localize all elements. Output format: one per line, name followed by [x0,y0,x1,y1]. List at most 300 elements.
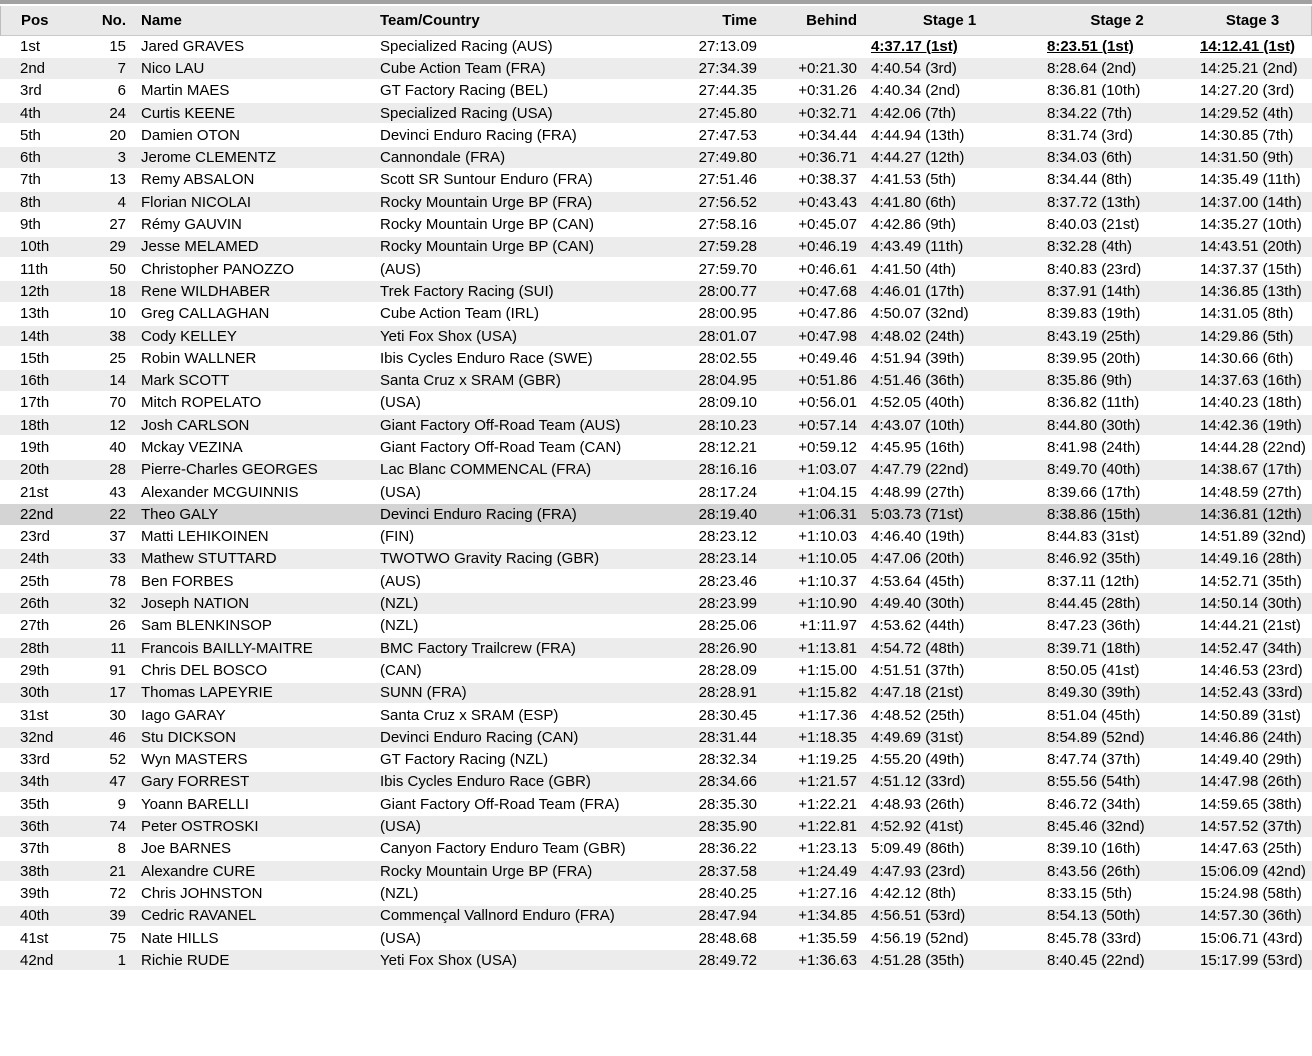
cell-behind: +0:57.14 [760,415,860,437]
cell-stage3: 14:36.85 (13th) [1195,281,1312,303]
cell-time: 28:28.09 [660,660,760,682]
cell-time: 28:01.07 [660,326,760,348]
cell-stage3: 14:29.52 (4th) [1195,103,1312,125]
cell-stage3: 15:17.99 (53rd) [1195,950,1312,972]
cell-pos: 20th [0,460,75,482]
cell-stage2: 8:36.81 (10th) [1040,81,1195,103]
cell-stage3: 14:37.00 (14th) [1195,192,1312,214]
table-top-border [0,0,1312,4]
cell-name: Chris DEL BOSCO [132,660,375,682]
table-row [0,147,1312,169]
column-header-name: Name [132,6,375,36]
cell-name: Peter OSTROSKI [132,816,375,838]
cell-name: Alexandre CURE [132,861,375,883]
cell-stage1: 4:50.07 (32nd) [860,304,1040,326]
cell-behind: +1:22.81 [760,816,860,838]
cell-stage1: 4:43.49 (11th) [860,237,1040,259]
cell-stage1: 4:47.06 (20th) [860,549,1040,571]
table-row [0,549,1312,571]
cell-no: 22 [75,504,132,526]
table-row [0,326,1312,348]
cell-behind: +0:46.61 [760,259,860,281]
cell-stage2: 8:46.72 (34th) [1040,794,1195,816]
cell-name: Martin MAES [132,81,375,103]
cell-team-country: Cube Action Team (FRA) [375,58,660,80]
cell-stage2: 8:40.83 (23rd) [1040,259,1195,281]
cell-behind: +1:10.90 [760,593,860,615]
cell-no: 25 [75,348,132,370]
cell-behind: +0:56.01 [760,393,860,415]
cell-time: 27:13.09 [660,36,760,58]
cell-stage1: 4:47.79 (22nd) [860,460,1040,482]
table-row [0,103,1312,125]
cell-time: 28:30.45 [660,705,760,727]
cell-stage2: 8:36.82 (11th) [1040,393,1195,415]
cell-team-country: (USA) [375,482,660,504]
cell-stage3: 14:44.21 (21st) [1195,616,1312,638]
cell-pos: 31st [0,705,75,727]
cell-time: 27:34.39 [660,58,760,80]
cell-team-country: (NZL) [375,593,660,615]
cell-no: 17 [75,683,132,705]
cell-behind: +1:15.82 [760,683,860,705]
cell-stage2: 8:28.64 (2nd) [1040,58,1195,80]
cell-name: Jared GRAVES [132,36,375,58]
cell-name: Gary FORREST [132,772,375,794]
table-row [0,281,1312,303]
cell-stage1: 4:42.86 (9th) [860,214,1040,236]
cell-name: Francois BAILLY-MAITRE [132,638,375,660]
cell-behind: +1:34.85 [760,906,860,928]
cell-time: 28:47.94 [660,906,760,928]
cell-no: 9 [75,794,132,816]
column-header-time: Time [660,6,760,36]
cell-time: 28:23.12 [660,527,760,549]
cell-pos: 30th [0,683,75,705]
cell-no: 14 [75,370,132,392]
cell-pos: 23rd [0,527,75,549]
header-row [0,6,1312,36]
cell-behind: +1:10.37 [760,571,860,593]
cell-time: 28:19.40 [660,504,760,526]
cell-stage3: 15:24.98 (58th) [1195,883,1312,905]
cell-stage3: 14:47.63 (25th) [1195,839,1312,861]
cell-no: 30 [75,705,132,727]
cell-pos: 24th [0,549,75,571]
cell-time: 28:28.91 [660,683,760,705]
cell-no: 12 [75,415,132,437]
cell-team-country: Scott SR Suntour Enduro (FRA) [375,170,660,192]
cell-name: Remy ABSALON [132,170,375,192]
cell-no: 21 [75,861,132,883]
cell-behind: +0:47.68 [760,281,860,303]
cell-team-country: Cannondale (FRA) [375,147,660,169]
cell-time: 28:26.90 [660,638,760,660]
cell-team-country: (NZL) [375,616,660,638]
cell-stage1: 4:37.17 (1st) [860,36,1040,58]
cell-stage2: 8:40.45 (22nd) [1040,950,1195,972]
cell-no: 32 [75,593,132,615]
cell-behind: +1:18.35 [760,727,860,749]
cell-pos: 10th [0,237,75,259]
cell-no: 1 [75,950,132,972]
cell-pos: 7th [0,170,75,192]
cell-stage1: 4:48.52 (25th) [860,705,1040,727]
cell-pos: 32nd [0,727,75,749]
column-header-stage3: Stage 3 [1195,6,1312,36]
cell-behind [760,36,860,58]
cell-time: 27:45.80 [660,103,760,125]
cell-no: 37 [75,527,132,549]
cell-team-country: Commençal Vallnord Enduro (FRA) [375,906,660,928]
cell-name: Joe BARNES [132,839,375,861]
cell-no: 43 [75,482,132,504]
cell-pos: 40th [0,906,75,928]
cell-behind: +0:31.26 [760,81,860,103]
cell-no: 39 [75,906,132,928]
cell-behind: +1:23.13 [760,839,860,861]
cell-behind: +1:19.25 [760,750,860,772]
cell-team-country: (AUS) [375,571,660,593]
cell-stage1: 5:09.49 (86th) [860,839,1040,861]
cell-no: 75 [75,928,132,950]
cell-stage2: 8:47.74 (37th) [1040,750,1195,772]
table-row [0,616,1312,638]
cell-name: Jerome CLEMENTZ [132,147,375,169]
cell-name: Mckay VEZINA [132,437,375,459]
cell-behind: +1:03.07 [760,460,860,482]
cell-behind: +1:17.36 [760,705,860,727]
results-body [0,36,1312,972]
column-header-no: No. [75,6,132,36]
cell-name: Ben FORBES [132,571,375,593]
table-row-highlighted [0,504,1312,526]
cell-time: 27:56.52 [660,192,760,214]
column-header-stage1: Stage 1 [860,6,1040,36]
cell-stage2: 8:39.71 (18th) [1040,638,1195,660]
cell-stage3: 14:52.47 (34th) [1195,638,1312,660]
cell-behind: +1:04.15 [760,482,860,504]
cell-team-country: Rocky Mountain Urge BP (FRA) [375,192,660,214]
cell-pos: 14th [0,326,75,348]
cell-stage3: 14:52.71 (35th) [1195,571,1312,593]
cell-team-country: Santa Cruz x SRAM (GBR) [375,370,660,392]
cell-team-country: Trek Factory Racing (SUI) [375,281,660,303]
cell-stage3: 14:37.63 (16th) [1195,370,1312,392]
cell-stage2: 8:44.80 (30th) [1040,415,1195,437]
cell-name: Yoann BARELLI [132,794,375,816]
cell-pos: 33rd [0,750,75,772]
cell-name: Rémy GAUVIN [132,214,375,236]
cell-time: 28:48.68 [660,928,760,950]
cell-name: Matti LEHIKOINEN [132,527,375,549]
cell-name: Theo GALY [132,504,375,526]
cell-behind: +1:15.00 [760,660,860,682]
cell-no: 10 [75,304,132,326]
cell-time: 27:51.46 [660,170,760,192]
cell-team-country: (USA) [375,928,660,950]
cell-stage3: 14:35.49 (11th) [1195,170,1312,192]
cell-behind: +0:34.44 [760,125,860,147]
cell-team-country: Devinci Enduro Racing (FRA) [375,125,660,147]
cell-pos: 12th [0,281,75,303]
cell-pos: 42nd [0,950,75,972]
cell-stage1: 4:46.01 (17th) [860,281,1040,303]
cell-stage1: 4:53.64 (45th) [860,571,1040,593]
cell-pos: 36th [0,816,75,838]
cell-stage3: 14:47.98 (26th) [1195,772,1312,794]
cell-time: 27:44.35 [660,81,760,103]
cell-team-country: Yeti Fox Shox (USA) [375,326,660,348]
cell-stage1: 4:51.28 (35th) [860,950,1040,972]
table-row [0,527,1312,549]
cell-name: Josh CARLSON [132,415,375,437]
cell-name: Jesse MELAMED [132,237,375,259]
cell-time: 28:31.44 [660,727,760,749]
cell-pos: 8th [0,192,75,214]
cell-team-country: TWOTWO Gravity Racing (GBR) [375,549,660,571]
table-row [0,214,1312,236]
cell-stage3: 14:36.81 (12th) [1195,504,1312,526]
cell-stage1: 4:44.94 (13th) [860,125,1040,147]
cell-stage2: 8:39.66 (17th) [1040,482,1195,504]
table-row [0,370,1312,392]
cell-stage3: 14:50.89 (31st) [1195,705,1312,727]
cell-time: 28:00.95 [660,304,760,326]
cell-pos: 5th [0,125,75,147]
cell-time: 27:59.28 [660,237,760,259]
cell-team-country: SUNN (FRA) [375,683,660,705]
table-row [0,861,1312,883]
cell-stage3: 14:27.20 (3rd) [1195,81,1312,103]
cell-behind: +0:49.46 [760,348,860,370]
results-table [0,6,1312,972]
cell-stage1: 4:54.72 (48th) [860,638,1040,660]
cell-time: 28:32.34 [660,750,760,772]
cell-stage2: 8:39.95 (20th) [1040,348,1195,370]
table-row [0,415,1312,437]
cell-no: 15 [75,36,132,58]
cell-stage2: 8:34.44 (8th) [1040,170,1195,192]
cell-name: Robin WALLNER [132,348,375,370]
cell-team-country: Rocky Mountain Urge BP (CAN) [375,214,660,236]
cell-name: Stu DICKSON [132,727,375,749]
cell-behind: +1:35.59 [760,928,860,950]
cell-stage1: 4:42.06 (7th) [860,103,1040,125]
cell-time: 28:16.16 [660,460,760,482]
cell-team-country: (USA) [375,393,660,415]
cell-stage1: 4:47.93 (23rd) [860,861,1040,883]
cell-no: 24 [75,103,132,125]
cell-no: 26 [75,616,132,638]
cell-stage3: 15:06.09 (42nd) [1195,861,1312,883]
table-row [0,906,1312,928]
cell-team-country: Santa Cruz x SRAM (ESP) [375,705,660,727]
cell-pos: 18th [0,415,75,437]
cell-name: Florian NICOLAI [132,192,375,214]
table-row [0,393,1312,415]
cell-stage2: 8:47.23 (36th) [1040,616,1195,638]
column-header-stage2: Stage 2 [1040,6,1195,36]
cell-name: Iago GARAY [132,705,375,727]
cell-pos: 11th [0,259,75,281]
cell-time: 28:12.21 [660,437,760,459]
cell-name: Richie RUDE [132,950,375,972]
cell-no: 47 [75,772,132,794]
cell-team-country: (NZL) [375,883,660,905]
cell-time: 28:25.06 [660,616,760,638]
cell-name: Pierre-Charles GEORGES [132,460,375,482]
cell-stage2: 8:51.04 (45th) [1040,705,1195,727]
table-row [0,750,1312,772]
cell-stage2: 8:34.03 (6th) [1040,147,1195,169]
cell-team-country: Specialized Racing (AUS) [375,36,660,58]
cell-behind: +1:36.63 [760,950,860,972]
cell-no: 78 [75,571,132,593]
table-row [0,816,1312,838]
cell-time: 28:23.99 [660,593,760,615]
cell-pos: 17th [0,393,75,415]
cell-name: Mathew STUTTARD [132,549,375,571]
table-row [0,839,1312,861]
cell-time: 28:10.23 [660,415,760,437]
cell-no: 74 [75,816,132,838]
cell-stage3: 14:31.05 (8th) [1195,304,1312,326]
cell-pos: 3rd [0,81,75,103]
table-row [0,660,1312,682]
cell-no: 4 [75,192,132,214]
cell-stage1: 4:42.12 (8th) [860,883,1040,905]
cell-stage3: 14:29.86 (5th) [1195,326,1312,348]
cell-stage3: 14:51.89 (32nd) [1195,527,1312,549]
cell-name: Sam BLENKINSOP [132,616,375,638]
cell-team-country: (FIN) [375,527,660,549]
cell-pos: 6th [0,147,75,169]
table-row [0,304,1312,326]
cell-stage1: 4:41.50 (4th) [860,259,1040,281]
cell-behind: +1:10.05 [760,549,860,571]
cell-name: Nico LAU [132,58,375,80]
cell-stage3: 14:57.52 (37th) [1195,816,1312,838]
table-row [0,259,1312,281]
cell-stage2: 8:41.98 (24th) [1040,437,1195,459]
cell-stage3: 14:30.85 (7th) [1195,125,1312,147]
table-row [0,593,1312,615]
cell-team-country: Rocky Mountain Urge BP (FRA) [375,861,660,883]
cell-name: Greg CALLAGHAN [132,304,375,326]
cell-no: 40 [75,437,132,459]
cell-no: 46 [75,727,132,749]
cell-no: 11 [75,638,132,660]
cell-time: 27:59.70 [660,259,760,281]
cell-stage3: 15:06.71 (43rd) [1195,928,1312,950]
cell-team-country: (USA) [375,816,660,838]
cell-behind: +1:21.57 [760,772,860,794]
cell-behind: +0:45.07 [760,214,860,236]
cell-no: 13 [75,170,132,192]
table-row [0,192,1312,214]
column-header-pos: Pos [0,6,75,36]
cell-behind: +1:06.31 [760,504,860,526]
table-row [0,237,1312,259]
table-header [0,6,1312,36]
table-row [0,58,1312,80]
cell-stage1: 4:56.19 (52nd) [860,928,1040,950]
cell-name: Wyn MASTERS [132,750,375,772]
cell-name: Mark SCOTT [132,370,375,392]
cell-behind: +0:43.43 [760,192,860,214]
cell-pos: 34th [0,772,75,794]
cell-stage1: 4:49.40 (30th) [860,593,1040,615]
cell-stage1: 4:51.94 (39th) [860,348,1040,370]
cell-team-country: BMC Factory Trailcrew (FRA) [375,638,660,660]
cell-team-country: Ibis Cycles Enduro Race (GBR) [375,772,660,794]
cell-stage3: 14:38.67 (17th) [1195,460,1312,482]
cell-team-country: Devinci Enduro Racing (CAN) [375,727,660,749]
cell-team-country: Giant Factory Off-Road Team (CAN) [375,437,660,459]
cell-name: Damien OTON [132,125,375,147]
cell-time: 28:00.77 [660,281,760,303]
cell-stage2: 8:54.13 (50th) [1040,906,1195,928]
cell-stage1: 5:03.73 (71st) [860,504,1040,526]
cell-stage1: 4:49.69 (31st) [860,727,1040,749]
cell-behind: +0:59.12 [760,437,860,459]
cell-no: 27 [75,214,132,236]
cell-time: 28:37.58 [660,861,760,883]
cell-no: 72 [75,883,132,905]
cell-pos: 29th [0,660,75,682]
cell-behind: +0:46.19 [760,237,860,259]
cell-behind: +1:24.49 [760,861,860,883]
table-row [0,928,1312,950]
cell-stage3: 14:25.21 (2nd) [1195,58,1312,80]
cell-no: 52 [75,750,132,772]
cell-stage3: 14:12.41 (1st) [1195,36,1312,58]
cell-name: Chris JOHNSTON [132,883,375,905]
cell-stage3: 14:46.53 (23rd) [1195,660,1312,682]
cell-stage3: 14:44.28 (22nd) [1195,437,1312,459]
cell-stage1: 4:47.18 (21st) [860,683,1040,705]
cell-no: 29 [75,237,132,259]
table-row [0,571,1312,593]
cell-stage2: 8:39.10 (16th) [1040,839,1195,861]
cell-behind: +1:10.03 [760,527,860,549]
cell-pos: 13th [0,304,75,326]
cell-stage2: 8:31.74 (3rd) [1040,125,1195,147]
cell-time: 28:49.72 [660,950,760,972]
cell-stage3: 14:40.23 (18th) [1195,393,1312,415]
cell-behind: +0:47.98 [760,326,860,348]
cell-team-country: Canyon Factory Enduro Team (GBR) [375,839,660,861]
cell-team-country: Rocky Mountain Urge BP (CAN) [375,237,660,259]
cell-stage3: 14:49.40 (29th) [1195,750,1312,772]
cell-name: Cedric RAVANEL [132,906,375,928]
cell-stage2: 8:44.45 (28th) [1040,593,1195,615]
cell-stage2: 8:43.56 (26th) [1040,861,1195,883]
cell-stage2: 8:55.56 (54th) [1040,772,1195,794]
cell-time: 27:49.80 [660,147,760,169]
table-row [0,348,1312,370]
cell-stage2: 8:54.89 (52nd) [1040,727,1195,749]
cell-stage2: 8:45.46 (32nd) [1040,816,1195,838]
cell-stage2: 8:32.28 (4th) [1040,237,1195,259]
cell-no: 91 [75,660,132,682]
cell-stage3: 14:52.43 (33rd) [1195,683,1312,705]
cell-stage1: 4:44.27 (12th) [860,147,1040,169]
cell-no: 7 [75,58,132,80]
cell-pos: 9th [0,214,75,236]
cell-stage2: 8:34.22 (7th) [1040,103,1195,125]
